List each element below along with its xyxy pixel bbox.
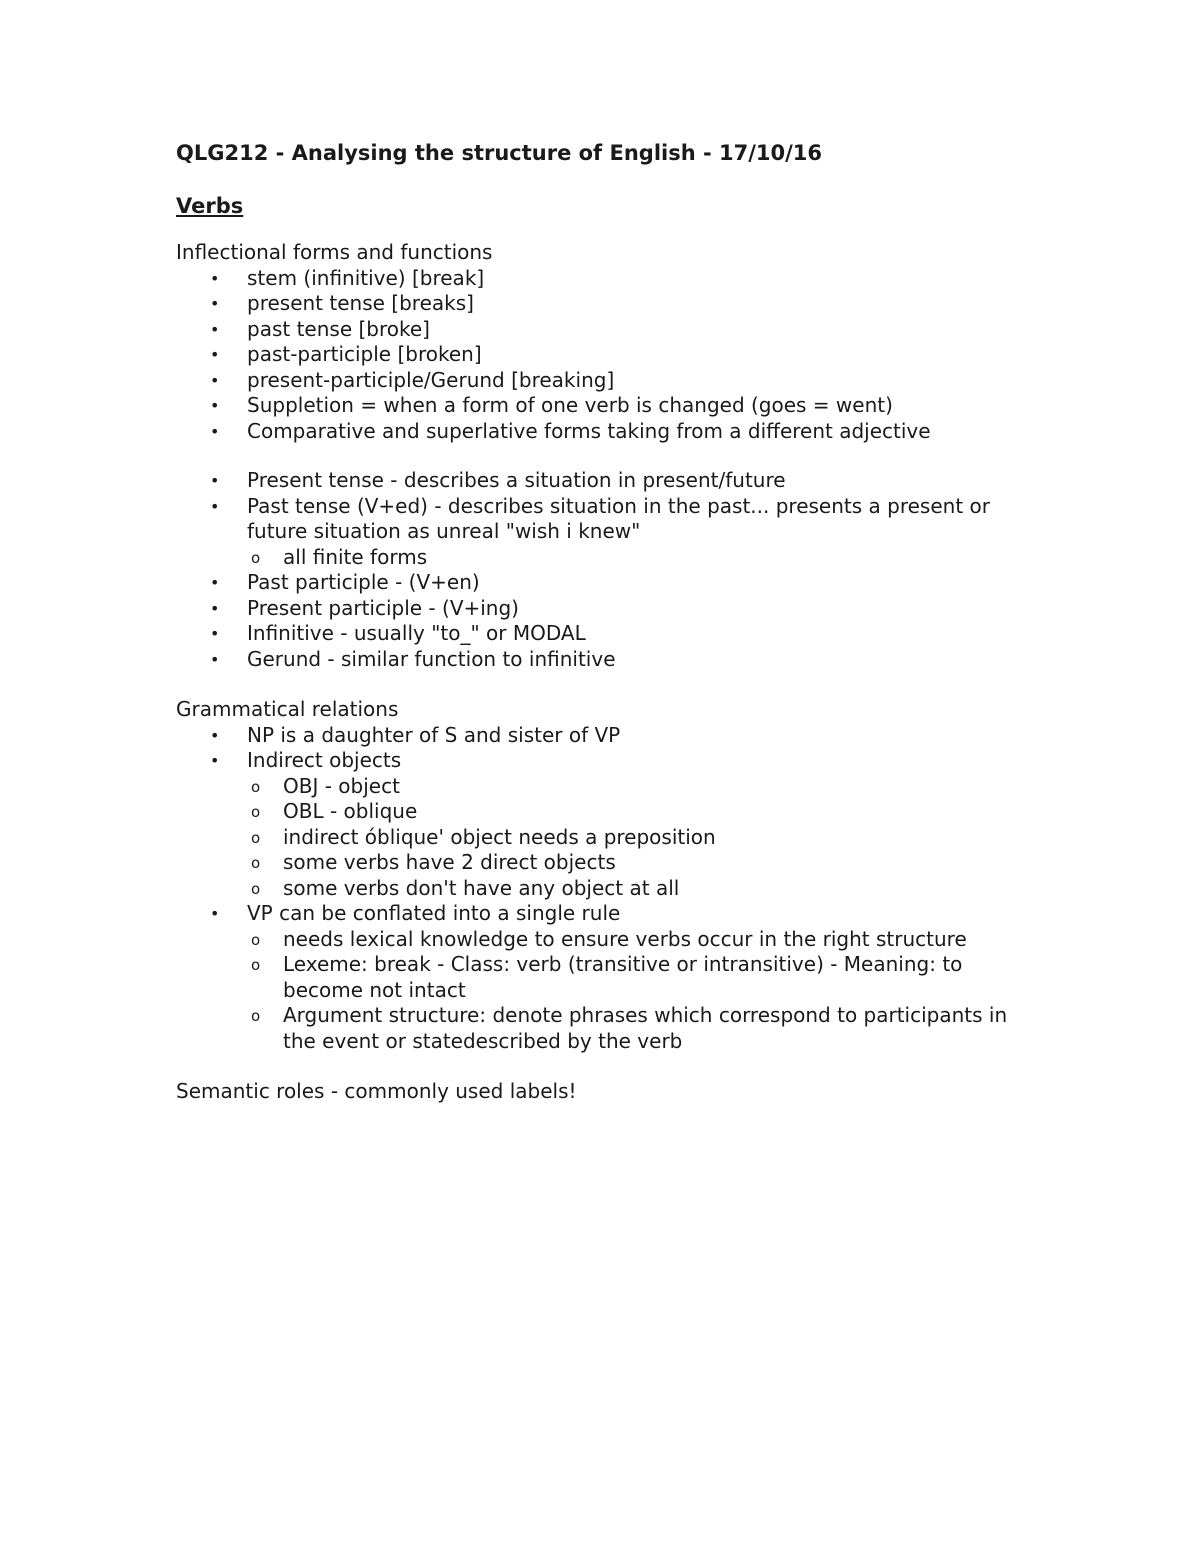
list-item: • stem (infinitive) [break] [210,265,485,290]
section-heading-verbs: Verbs [176,194,244,218]
grammatical-heading: Grammatical relations [176,697,399,721]
sublist-item: o needs lexical knowledge to ensure verbs occur in the right structure [247,927,1046,953]
list-item-np: • NP is a daughter of S and sister of VP [210,722,621,747]
list-item: • Comparative and superlative forms taking from a different adjective [210,418,931,443]
sub-bullet-icon: o [251,956,261,974]
list-item: • present-participle/Gerund [breaking] [210,367,615,392]
list-item-past-tense: • Past tense (V+ed) - describes situation in the past... presents a present or future situation as unreal "wish i knew" o all finite forms [176,494,1046,571]
sublist-item: o some verbs don't have any object at all [247,876,1046,902]
bullet-icon: • [210,294,220,313]
grammatical-list [176,723,1046,1055]
indirect-sublist [247,774,1046,902]
sublist-item: o OBL - oblique [247,799,1046,825]
list-item-vp: • VP can be conflated into a single rule o needs lexical knowledge to ensure verbs occur in the right structure o Lexeme: break - Class: verb (transitive or intransitive) - Meaning: to become not intact o Argument structure: denote phrases which correspond to participants in the event or statedescribed by the verb [176,901,1046,1054]
document-page [176,138,1046,1105]
sublist-item: o Argument structure: denote phrases which correspond to participants in the event or statedescribed by the verb [251,1003,1008,1053]
document-title: QLG212 - Analysing the structure of English - 17/10/16 [176,141,823,165]
sub-bullet-icon: o [251,803,261,821]
spacer [176,1054,1046,1079]
sub-bullet-icon: o [251,854,261,872]
list-item-indirect: • Indirect objects o OBJ - object o OBL - oblique o indirect óblique' object needs a preposition o some verbs have 2 direct objects o some verbs don't have any object at all [176,748,1046,901]
list-item-gerund: • Gerund - similar function to infinitive [210,646,616,671]
vp-sublist [247,927,1046,1055]
bullet-icon: • [210,496,220,516]
bullet-icon: • [210,725,220,745]
bullet-icon: • [210,268,220,288]
bullet-icon: • [210,421,220,441]
bullet-icon: • [210,319,220,339]
bullet-icon: • [210,751,220,770]
sublist-item: o indirect óblique' object needs a preposition [247,825,1046,851]
past-tense-sublist [247,545,1046,571]
bullet-icon: • [210,370,220,390]
list-item-infinitive: • Infinitive - usually "to_" or MODAL [210,621,586,645]
sublist-item: o some verbs have 2 direct objects [247,850,1046,876]
bullet-icon: • [210,396,220,415]
bullet-icon: • [210,904,220,923]
list-item-present-tense: • Present tense - describes a situation in present/future [210,468,786,492]
list-item: • past tense [broke] [210,316,430,341]
sublist-item: o OBJ - object [247,774,1046,800]
sub-bullet-icon: o [251,777,261,796]
bullet-icon: • [210,598,220,618]
bullet-icon: • [210,649,220,669]
inflectional-heading: Inflectional forms and functions [176,240,493,264]
sub-bullet-icon: o [251,930,261,949]
inflectional-list-2 [176,468,1046,672]
spacer [176,672,1046,697]
bullet-icon: • [210,471,220,490]
list-item: • present tense [breaks] [210,291,474,315]
list-item-past-participle: • Past participle - (V+en) [210,570,480,594]
bullet-icon: • [210,345,220,364]
sublist-item: o Lexeme: break - Class: verb (transitive or intransitive) - Meaning: to become not intact [251,952,963,1002]
inflectional-list-1 [176,266,1046,445]
semantic-heading: Semantic roles - commonly used labels! [176,1079,577,1103]
list-item: • Suppletion = when a form of one verb is changed (goes = went) [210,393,893,417]
list-item-present-participle: • Present participle - (V+ing) [210,595,519,620]
sub-bullet-icon: o [251,879,261,898]
sub-bullet-icon: o [251,548,261,567]
sublist-item: o all finite forms [247,545,1046,571]
bullet-icon: • [210,573,220,592]
list-item: • past-participle [broken] [210,342,482,366]
bullet-icon: • [210,624,220,643]
spacer [176,444,1046,468]
sub-bullet-icon: o [251,828,261,847]
sub-bullet-icon: o [251,1007,261,1025]
